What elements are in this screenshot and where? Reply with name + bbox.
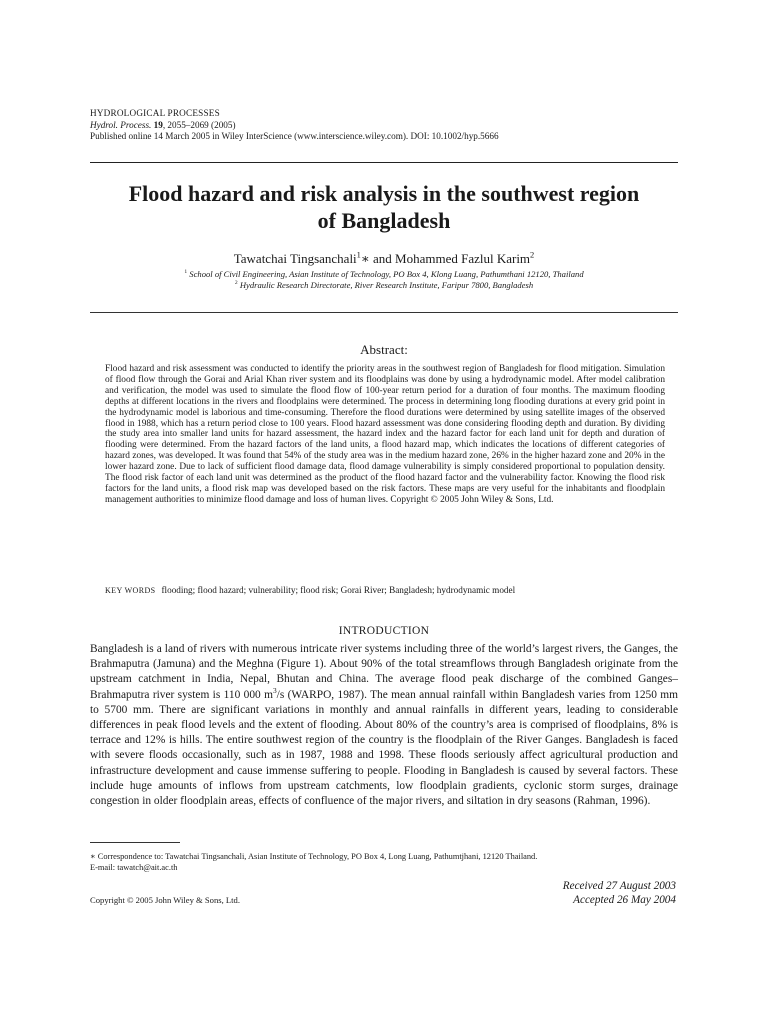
author-1-correspondence-mark: ∗ xyxy=(360,251,370,266)
footnote-rule xyxy=(90,842,180,843)
title-line-2: of Bangladesh xyxy=(317,208,451,233)
affiliation-1-text: School of Civil Engineering, Asian Institute of Technology, PO Box 4, Klong Luang, Pathumthani 12120, Thailand xyxy=(189,269,584,279)
article-title xyxy=(90,180,678,234)
introduction-part-1: Bangladesh is a land of rivers with numerous intricate river systems including three of the world’s largest rivers, the Ganges, the Brahmaputra (Jamuna) and the Meghna (Figure 1). About 90% of the total streamflows through Bangladesh originate from the upstream catchment in India, Nepal, Bhutan and China. The average flood peak discharge of the combined Ganges–Brahmaputra river system is 110 000 m xyxy=(90,643,678,701)
affiliation-2-mark: 2 xyxy=(234,280,238,287)
introduction-text xyxy=(90,642,678,809)
copyright-notice: Copyright © 2005 John Wiley & Sons, Ltd. xyxy=(90,895,240,905)
author-2-affiliation-mark: 2 xyxy=(530,249,535,260)
footnote-mark: ∗ xyxy=(90,852,96,861)
introduction-part-2: /s (WARPO, 1987). The mean annual rainfall within Bangladesh varies from 1250 mm to 5700 mm. There are significant variations in monthly and annual rainfalls in different years, leading to considerable differences in peak flood levels and the extent of flooding. About 80% of the country’s area is comprised of floodplains, 8% is terrace and 12% is hills. The entire southwest region of the country is the floodplain of the River Ganges. Bangladesh is faced with severe floods occasionally, such as in 1987, 1988 and 1998. These floods seriously affect agricultural production and infrastructure development and cause immense suffering to people. Flooding in Bangladesh is caused by several factors. These include huge amounts of inflows from upstream catchments, low floodplain gradients, cyclonic storm surges, drainage congestion in older floodplain areas, effects of confluence of the major rivers, and siltation in dry seasons (Rahman, 1996). xyxy=(90,688,679,808)
author-1: Tawatchai Tingsanchali xyxy=(233,251,357,266)
keywords xyxy=(105,585,665,595)
affiliation-1 xyxy=(90,269,678,280)
header-rule xyxy=(90,162,678,163)
footnote-correspondence: Correspondence to: Tawatchai Tingsanchali, Asian Institute of Technology, PO Box 4, Long Luang, Pathumtjhani, 12120 Thailand. xyxy=(95,852,538,861)
correspondence-footnote xyxy=(90,851,678,873)
citation-prefix: Hydrol. Process. xyxy=(90,119,152,130)
author-joiner: and xyxy=(369,251,396,266)
affiliation-1-mark: 1 xyxy=(184,269,188,276)
introduction-superscript: 3 xyxy=(272,685,277,695)
abstract-heading: Abstract: xyxy=(360,342,408,357)
introduction-heading: INTRODUCTION xyxy=(338,625,430,637)
footnote-email: E-mail: tawatch@ait.ac.th xyxy=(90,863,178,872)
footnote-line-1 xyxy=(90,851,678,862)
journal-header xyxy=(90,108,678,143)
author-1-affiliation-mark: 1 xyxy=(356,249,361,260)
keywords-label: KEY WORDS xyxy=(105,586,156,595)
citation-pages: , 2055–2069 (2005) xyxy=(162,119,236,130)
abstract-top-rule xyxy=(90,312,678,313)
affiliation-2 xyxy=(90,280,678,291)
citation-volume: 19 xyxy=(153,119,163,130)
keywords-list: flooding; flood hazard; vulnerability; flood risk; Gorai River; Bangladesh; hydrodynamic model xyxy=(161,585,516,595)
journal-citation xyxy=(90,120,678,132)
abstract-text: Flood hazard and risk assessment was conducted to identify the priority areas in the southwest region of Bangladesh for flood mitigation. Simulation of flood flow through the Gorai and Arial Khan river system and its floodplains was done by using a hydrodynamic model. After model calibration and verification, the model was used to simulate the flood flow of 100-year return period for a duration of four months. The maximum flooding depths at different locations in the rivers and floodplains were determined. The process in determining long flooding durations at every grid point in the hydrodynamic model is laborious and time-consuming. Therefore the flood durations were determined by using satellite images of the observed flood in 1988, which has a return period close to 100 years. Flood hazard assessment was done considering flooding depth and duration. By dividing the study area into smaller land units for hazard assessment, the hazard index and the hazard factor for each land unit for depth and duration of flooding were determined. From the hazard factors of the land units, a flood hazard map, which indicates the locations of different categories of hazard zones, was developed. It was found that 54% of the study area was in the medium hazard zone, 26% in the higher hazard zone and 20% in the lower hazard zone. Due to lack of sufficient flood damage data, flood damage vulnerability is simply considered proportional to population density. The flood risk factor of each land unit was determined as the product of the flood hazard factor and the vulnerability factor. Knowing the flood risk factors for the land units, a flood risk map was developed based on the risk factors. These maps are very useful for the inhabitants and floodplain management authorities to minimize flood damage and loss of human lives. Copyright © 2005 John Wiley & Sons, Ltd. xyxy=(105,364,665,505)
journal-name: HYDROLOGICAL PROCESSES xyxy=(90,108,220,118)
received-dates xyxy=(563,879,676,907)
author-2: Mohammed Fazlul Karim xyxy=(395,251,531,266)
title-line-1: Flood hazard and risk analysis in the southwest region xyxy=(128,181,640,206)
publication-info: Published online 14 March 2005 in Wiley InterScience (www.interscience.wiley.com). DOI: 10.1002/hyp.5666 xyxy=(90,131,499,141)
affiliation-2-text: Hydraulic Research Directorate, River Research Institute, Faripur 7800, Bangladesh xyxy=(239,280,534,290)
author-list xyxy=(90,251,678,267)
accepted-date: Accepted 26 May 2004 xyxy=(573,894,676,906)
received-date: Received 27 August 2003 xyxy=(562,880,676,892)
affiliations xyxy=(90,269,678,291)
